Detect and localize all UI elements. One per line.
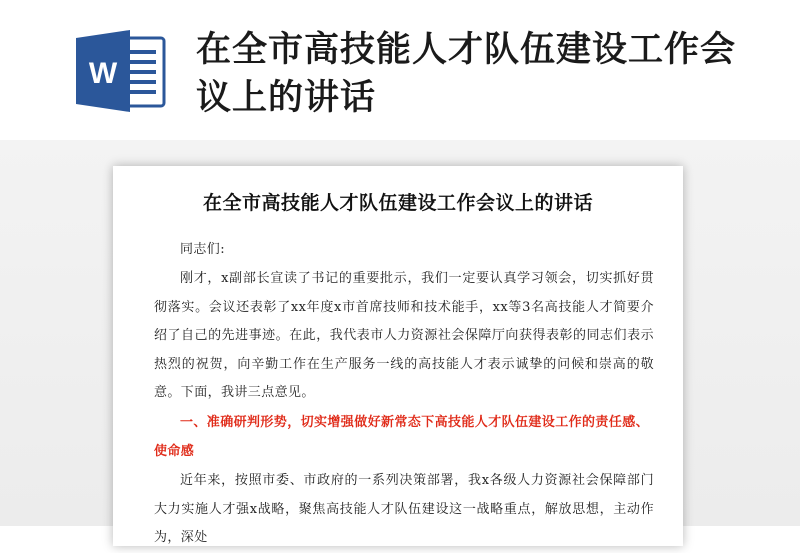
paragraph-2: 近年来，按照市委、市政府的一系列决策部署，我x各级人力资源社会保障部门大力实施人才强x战略，聚焦高技能人才队伍建设这一战略重点，解放思想，主动作为，深处: [154, 473, 654, 545]
section-heading-1: 一、准确研判形势，切实增强做好新常态下高技能人才队伍建设工作的责任感、使命感: [154, 415, 650, 459]
app-icon-letter: W: [88, 57, 118, 90]
paragraph-1: 刚才，x副部长宣读了书记的重要批示，我们一定要认真学习领会，切实抓好贯彻落实。会议还表彰了xx年度x市首席技师和技术能手，xx等3名高技能人才简要介绍了自己的先进事迹。在此，我代表市人力资源社会保障厅向获得表彰的同志们表示热烈的祝贺，向辛勤工作在生产服务一线的高技能人才表示诚挚的问候和崇高的敬意。下面，我讲三点意见。: [154, 271, 654, 400]
document-page: [113, 166, 683, 546]
microsoft-word-icon: [74, 28, 166, 114]
banner-header: [0, 0, 800, 140]
document-title: 在全市高技能人才队伍建设工作会议上的讲话: [202, 192, 593, 214]
banner-title: 在全市高技能人才队伍建设工作会议上的讲话: [196, 30, 737, 118]
salutation: 同志们:: [180, 242, 225, 257]
